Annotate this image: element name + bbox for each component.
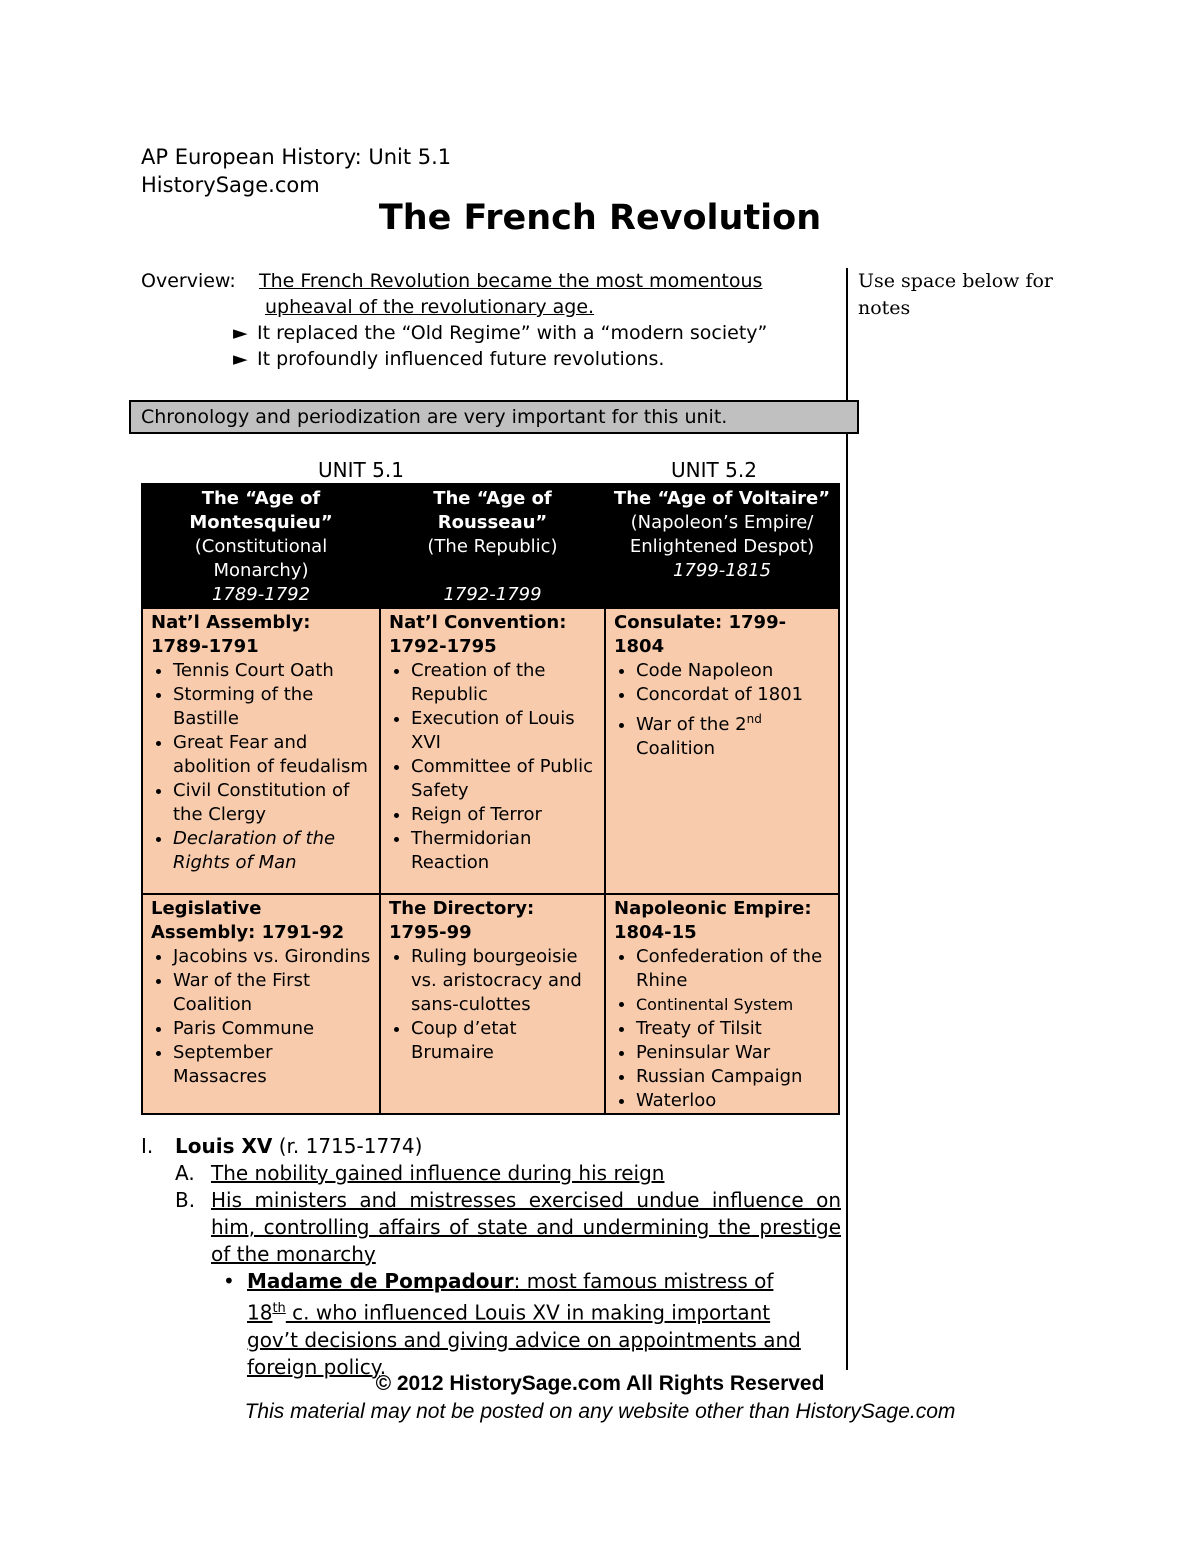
overview-bullet: It replaced the “Old Regime” with a “modern society” — [257, 322, 768, 344]
table-header-row — [142, 484, 839, 608]
list-item: • Creation of the Republic — [411, 659, 596, 707]
outline-subtext: c. who influenced Louis XV in making important gov’t decisions and giving advice on appointments and foreign policy — [247, 1300, 801, 1379]
list-item: • War of the First Coalition — [173, 969, 371, 1017]
chronology-table — [141, 483, 840, 1115]
outline-number: I. — [141, 1134, 154, 1158]
outline-period: . — [379, 1354, 387, 1379]
list-item: • September Massacres — [173, 1041, 371, 1089]
list-item: • Code Napoleon — [636, 659, 830, 683]
age-dates: 1792-1799 — [443, 584, 542, 605]
table-row — [142, 608, 839, 894]
list-item: • Peninsular War — [636, 1041, 830, 1065]
table-cell — [142, 608, 380, 894]
outline-reign: (r. 1715-1774) — [278, 1134, 423, 1158]
list-item: • Ruling bourgeoisie vs. aristocracy and sans-culottes — [411, 945, 596, 1017]
list-item: • Tennis Court Oath — [173, 659, 371, 683]
table-cell — [142, 894, 380, 1114]
list-item: • Jacobins vs. Girondins — [173, 945, 371, 969]
list-item: • Continental System — [636, 993, 830, 1017]
outline-point: His ministers and mistresses exercised undue influence on him, controlling affairs of state and undermining the prestige of the monarchy — [211, 1188, 841, 1266]
period-heading: The Directory: 1795-99 — [389, 898, 535, 943]
outline-subtopic: Madame de Pompadour — [247, 1269, 514, 1293]
list-item-text: War of the 2 — [636, 714, 747, 735]
header-cell — [605, 484, 839, 608]
overview-label: Overview: — [141, 270, 236, 292]
outline-topic: Louis XV — [175, 1134, 273, 1158]
list-item: • Concordat of 1801 — [636, 683, 830, 707]
list-item-text: Coalition — [636, 738, 716, 759]
site-name: HistorySage.com — [141, 173, 320, 197]
overview — [141, 268, 841, 372]
notes-label: Use space below for notes — [858, 270, 1053, 319]
overview-bullet: It profoundly influenced future revolutions. — [257, 348, 665, 370]
list-item: • Reign of Terror — [411, 803, 596, 827]
copyright: © 2012 HistorySage.com All Rights Reserved — [375, 1372, 825, 1395]
chronology-callout: Chronology and periodization are very important for this unit. — [129, 400, 859, 434]
usage-notice: This material may not be posted on any website other than HistorySage.com — [244, 1400, 956, 1423]
outline-letter: B. — [175, 1188, 196, 1212]
course-title: AP European History: Unit 5.1 — [141, 145, 452, 169]
list-item: • Declaration of the Rights of Man — [173, 827, 371, 875]
list-item: • Great Fear and abolition of feudalism — [173, 731, 371, 779]
list-item: • Civil Constitution of the Clergy — [173, 779, 371, 827]
arrow-bullet-icon: ► — [233, 322, 248, 344]
list-item: • Committee of Public Safety — [411, 755, 596, 803]
outline-point: The nobility gained influence during his reign — [211, 1161, 665, 1185]
outline — [141, 1133, 841, 1381]
header-cell — [380, 484, 605, 608]
list-item: • Thermidorian Reaction — [411, 827, 596, 875]
list-item: • Waterloo — [636, 1089, 830, 1113]
bullet-icon: • — [223, 1269, 235, 1293]
period-heading: Nat’l Convention: 1792-1795 — [389, 612, 567, 657]
table-cell — [380, 608, 605, 894]
list-item — [636, 707, 830, 761]
ordinal-suffix: th — [272, 1301, 286, 1316]
list-item: • Coup d’etat Brumaire — [411, 1017, 596, 1065]
list-item: • Confederation of the Rhine — [636, 945, 830, 993]
age-subtitle: (Constitutional Monarchy) — [194, 536, 328, 581]
period-heading: Consulate: 1799-1804 — [614, 612, 787, 657]
period-heading: Nat’l Assembly: 1789-1791 — [151, 612, 311, 657]
unit-label: UNIT 5.2 — [671, 458, 757, 482]
list-item: • Russian Campaign — [636, 1065, 830, 1089]
age-name: The “Age of Rousseau” — [433, 488, 552, 533]
table-row — [142, 894, 839, 1114]
period-heading: Napoleonic Empire: 1804-15 — [614, 898, 812, 943]
unit-label: UNIT 5.1 — [318, 458, 404, 482]
list-item: • Storming of the Bastille — [173, 683, 371, 731]
ordinal-suffix: nd — [746, 712, 762, 726]
list-item: • Paris Commune — [173, 1017, 371, 1041]
period-heading: Legislative Assembly: 1791-92 — [151, 898, 345, 943]
outline-subtext: : most famous mistress of 18 — [247, 1269, 774, 1325]
table-cell — [605, 608, 839, 894]
age-subtitle: (Napoleon’s Empire/ Enlightened Despot) — [629, 512, 815, 557]
age-subtitle: (The Republic) — [427, 536, 558, 557]
age-dates: 1789-1792 — [211, 584, 311, 605]
table-cell — [605, 894, 839, 1114]
outline-letter: A. — [175, 1161, 195, 1185]
overview-text: The French Revolution became the most momentous — [259, 270, 763, 292]
age-dates: 1799-1815 — [672, 560, 772, 581]
arrow-bullet-icon: ► — [233, 348, 248, 370]
table-cell — [380, 894, 605, 1114]
page-title: The French Revolution — [378, 198, 822, 238]
list-item: • Treaty of Tilsit — [636, 1017, 830, 1041]
age-name: The “Age of Voltaire” — [613, 488, 831, 509]
overview-text-cont: upheaval of the revolutionary age. — [265, 296, 595, 318]
list-item: • Execution of Louis XVI — [411, 707, 596, 755]
age-name: The “Age of Montesquieu” — [189, 488, 333, 533]
header-cell — [142, 484, 380, 608]
